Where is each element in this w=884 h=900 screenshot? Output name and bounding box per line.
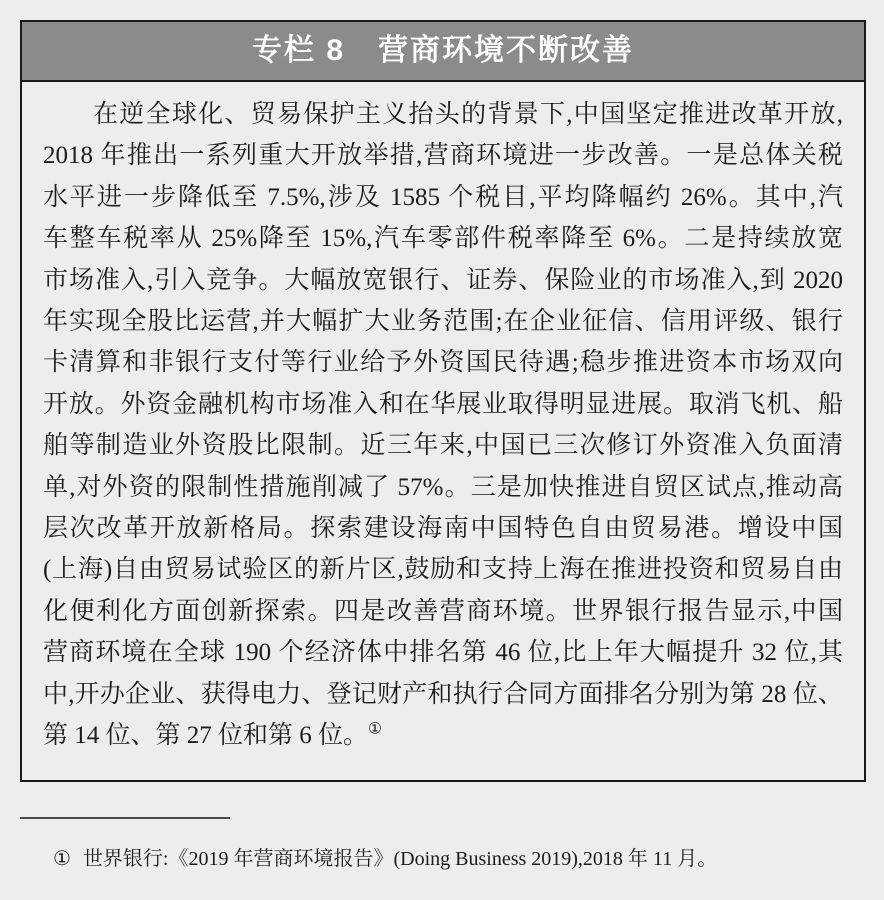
- paragraph-line: 年实现全股比运营,并大幅扩大业务范围;在企业征信、信用评级、银行: [43, 308, 843, 336]
- footnote-marker: ①: [53, 848, 71, 870]
- paragraph-line: 市场准入,引入竞争。大幅放宽银行、证券、保险业的市场准入,到 2020: [43, 266, 843, 294]
- paragraph-line: 中,开办企业、获得电力、登记财产和执行合同方面排名分别为第 28 位、: [43, 680, 843, 708]
- paragraph-line: 营商环境在全球 190 个经济体中排名第 46 位,比上年大幅提升 32 位,其: [43, 639, 843, 667]
- paragraph-line: 水平进一步降低至 7.5%,涉及 1585 个税目,平均降幅约 26%。其中,汽: [43, 183, 843, 211]
- paragraph-line: 车整车税率从 25%降至 15%,汽车零部件税率降至 6%。二是持续放宽: [43, 225, 843, 253]
- footnote-text: 世界银行:《2019 年营商环境报告》(Doing Business 2019),2018 年 11 月。: [82, 848, 718, 870]
- paragraph-line: 第 14 位、第 27 位和第 6 位。①: [43, 720, 382, 750]
- paragraph-line: 化便利化方面创新探索。四是改善营商环境。世界银行报告显示,中国: [43, 597, 843, 625]
- footnote-divider: [20, 817, 230, 819]
- box-number-label: 专栏 8: [251, 34, 346, 67]
- box-header: [22, 22, 864, 82]
- footnote-area: [20, 817, 864, 873]
- paragraph-line: (上海)自由贸易试验区的新片区,鼓励和支持上海在推进投资和贸易自由: [43, 556, 843, 584]
- footnote-reference-marker: ①: [368, 720, 382, 738]
- paragraph-line: 2018 年推出一系列重大开放举措,营商环境进一步改善。一是总体关税: [43, 142, 843, 170]
- paragraph-line: 舶等制造业外资股比限制。近三年来,中国已三次修订外资准入负面清: [43, 432, 843, 460]
- footnote: [20, 845, 864, 873]
- paragraph-line: 在逆全球化、贸易保护主义抬头的背景下,中国坚定推进改革开放,: [93, 101, 843, 128]
- paragraph-line: 开放。外资金融机构市场准入和在华展业取得明显进展。取消飞机、船: [43, 390, 843, 418]
- paragraph-line: 卡清算和非银行支付等行业给予外资国民待遇;稳步推进资本市场双向: [43, 349, 843, 377]
- paragraph-line: 单,对外资的限制性措施削减了 57%。三是加快推进自贸区试点,推动高: [43, 473, 843, 501]
- box-title: 营商环境不断改善: [378, 34, 635, 67]
- box-body: [22, 82, 864, 780]
- paragraph-line: 层次改革开放新格局。探索建设海南中国特色自由贸易港。增设中国: [43, 515, 843, 543]
- box-panel: [20, 20, 866, 782]
